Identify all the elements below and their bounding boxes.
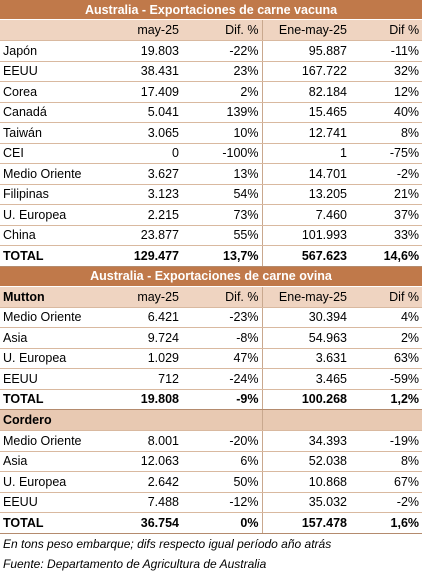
mutton-total-row bbox=[0, 389, 422, 410]
table-row bbox=[0, 328, 422, 349]
ytd-change: -19% bbox=[350, 431, 422, 452]
ytd-change: 2% bbox=[350, 328, 422, 349]
month-value: 3.065 bbox=[112, 123, 182, 144]
row-label: Medio Oriente bbox=[0, 307, 112, 328]
ovine-table-title-text: Australia - Exportaciones de carne ovina bbox=[0, 267, 422, 287]
month-change: 55% bbox=[182, 225, 262, 246]
column-header: Dif. % bbox=[182, 286, 262, 307]
ytd-value: 30.394 bbox=[262, 307, 350, 328]
beef-table-title bbox=[0, 0, 422, 20]
table-row bbox=[0, 369, 422, 390]
month-change: -12% bbox=[182, 492, 262, 513]
row-label: CEI bbox=[0, 143, 112, 164]
beef-table-title-text: Australia - Exportaciones de carne vacuna bbox=[0, 0, 422, 20]
units-note: En tons peso embarque; difs respecto igual período año atrás bbox=[3, 536, 332, 551]
row-label: U. Europea bbox=[0, 472, 112, 493]
month-value: 3.627 bbox=[112, 164, 182, 185]
beef-exports-table bbox=[0, 0, 422, 267]
month-value: 23.877 bbox=[112, 225, 182, 246]
month-value: 129.477 bbox=[112, 246, 182, 267]
row-label: Asia bbox=[0, 451, 112, 472]
ytd-change: 12% bbox=[350, 82, 422, 103]
table-row bbox=[0, 82, 422, 103]
lamb-header-row bbox=[0, 410, 422, 431]
column-header bbox=[262, 410, 350, 431]
table-row bbox=[0, 348, 422, 369]
table-row bbox=[0, 431, 422, 452]
month-change: -22% bbox=[182, 41, 262, 62]
ytd-value: 157.478 bbox=[262, 513, 350, 534]
month-change: 54% bbox=[182, 184, 262, 205]
month-change: 139% bbox=[182, 102, 262, 123]
row-label: Corea bbox=[0, 82, 112, 103]
ytd-value: 15.465 bbox=[262, 102, 350, 123]
month-change: 50% bbox=[182, 472, 262, 493]
row-label: Medio Oriente bbox=[0, 431, 112, 452]
month-value: 8.001 bbox=[112, 431, 182, 452]
month-change: -9% bbox=[182, 389, 262, 410]
row-label: EEUU bbox=[0, 369, 112, 390]
ytd-value: 54.963 bbox=[262, 328, 350, 349]
month-change: 2% bbox=[182, 82, 262, 103]
ytd-change: 67% bbox=[350, 472, 422, 493]
month-change: 73% bbox=[182, 205, 262, 226]
table-row bbox=[0, 472, 422, 493]
row-label: China bbox=[0, 225, 112, 246]
table-row bbox=[0, 307, 422, 328]
month-change: 23% bbox=[182, 61, 262, 82]
mutton-header-row bbox=[0, 286, 422, 307]
ytd-value: 34.393 bbox=[262, 431, 350, 452]
month-value: 2.642 bbox=[112, 472, 182, 493]
row-label: Asia bbox=[0, 328, 112, 349]
ytd-value: 101.993 bbox=[262, 225, 350, 246]
month-change: 13% bbox=[182, 164, 262, 185]
month-value: 19.808 bbox=[112, 389, 182, 410]
month-change: 6% bbox=[182, 451, 262, 472]
table-row bbox=[0, 143, 422, 164]
ytd-value: 12.741 bbox=[262, 123, 350, 144]
column-header: Dif % bbox=[350, 286, 422, 307]
table-row bbox=[0, 102, 422, 123]
column-header: Ene-may-25 bbox=[262, 20, 350, 41]
ytd-change: -59% bbox=[350, 369, 422, 390]
table-row bbox=[0, 41, 422, 62]
ytd-value: 3.465 bbox=[262, 369, 350, 390]
ytd-change: 21% bbox=[350, 184, 422, 205]
ytd-value: 95.887 bbox=[262, 41, 350, 62]
table-row bbox=[0, 184, 422, 205]
month-value: 12.063 bbox=[112, 451, 182, 472]
month-change: 10% bbox=[182, 123, 262, 144]
row-label: Canadá bbox=[0, 102, 112, 123]
month-change: -24% bbox=[182, 369, 262, 390]
ytd-value: 100.268 bbox=[262, 389, 350, 410]
month-change: 47% bbox=[182, 348, 262, 369]
row-label: TOTAL bbox=[0, 513, 112, 534]
row-label: Filipinas bbox=[0, 184, 112, 205]
row-label: TOTAL bbox=[0, 389, 112, 410]
month-value: 3.123 bbox=[112, 184, 182, 205]
column-header: Dif % bbox=[350, 20, 422, 41]
ytd-value: 7.460 bbox=[262, 205, 350, 226]
month-value: 19.803 bbox=[112, 41, 182, 62]
ytd-change: 37% bbox=[350, 205, 422, 226]
ytd-value: 3.631 bbox=[262, 348, 350, 369]
table-row bbox=[0, 123, 422, 144]
month-change: -100% bbox=[182, 143, 262, 164]
column-header bbox=[112, 410, 182, 431]
beef-total-row bbox=[0, 246, 422, 267]
ytd-change: -11% bbox=[350, 41, 422, 62]
ytd-value: 82.184 bbox=[262, 82, 350, 103]
table-row bbox=[0, 225, 422, 246]
month-change: -20% bbox=[182, 431, 262, 452]
ytd-change: -2% bbox=[350, 492, 422, 513]
ytd-value: 52.038 bbox=[262, 451, 350, 472]
ytd-change: 8% bbox=[350, 451, 422, 472]
ovine-table-title bbox=[0, 267, 422, 287]
month-value: 0 bbox=[112, 143, 182, 164]
month-value: 6.421 bbox=[112, 307, 182, 328]
month-value: 9.724 bbox=[112, 328, 182, 349]
month-value: 38.431 bbox=[112, 61, 182, 82]
month-value: 36.754 bbox=[112, 513, 182, 534]
month-value: 1.029 bbox=[112, 348, 182, 369]
column-header bbox=[182, 410, 262, 431]
table-notes bbox=[0, 534, 422, 574]
month-value: 17.409 bbox=[112, 82, 182, 103]
column-header: Mutton bbox=[0, 286, 112, 307]
ytd-change: -2% bbox=[350, 164, 422, 185]
month-change: -23% bbox=[182, 307, 262, 328]
row-label: U. Europea bbox=[0, 205, 112, 226]
ytd-change: 1,2% bbox=[350, 389, 422, 410]
ytd-change: 1,6% bbox=[350, 513, 422, 534]
row-label: EEUU bbox=[0, 492, 112, 513]
row-label: Taiwán bbox=[0, 123, 112, 144]
month-value: 2.215 bbox=[112, 205, 182, 226]
table-row bbox=[0, 164, 422, 185]
ytd-value: 167.722 bbox=[262, 61, 350, 82]
row-label: U. Europea bbox=[0, 348, 112, 369]
ytd-change: 33% bbox=[350, 225, 422, 246]
column-header: may-25 bbox=[112, 286, 182, 307]
ytd-change: 14,6% bbox=[350, 246, 422, 267]
ytd-change: 32% bbox=[350, 61, 422, 82]
row-label: Japón bbox=[0, 41, 112, 62]
month-change: 13,7% bbox=[182, 246, 262, 267]
ytd-change: -75% bbox=[350, 143, 422, 164]
beef-header-row bbox=[0, 20, 422, 41]
month-value: 5.041 bbox=[112, 102, 182, 123]
month-change: -8% bbox=[182, 328, 262, 349]
column-header: Cordero bbox=[0, 410, 112, 431]
month-change: 0% bbox=[182, 513, 262, 534]
month-value: 7.488 bbox=[112, 492, 182, 513]
row-label: TOTAL bbox=[0, 246, 112, 267]
ytd-change: 40% bbox=[350, 102, 422, 123]
column-header: may-25 bbox=[112, 20, 182, 41]
table-row bbox=[0, 61, 422, 82]
column-header bbox=[0, 20, 112, 41]
row-label: Medio Oriente bbox=[0, 164, 112, 185]
ytd-value: 13.205 bbox=[262, 184, 350, 205]
ytd-value: 14.701 bbox=[262, 164, 350, 185]
lamb-total-row bbox=[0, 513, 422, 534]
ytd-change: 63% bbox=[350, 348, 422, 369]
month-value: 712 bbox=[112, 369, 182, 390]
ovine-exports-table bbox=[0, 267, 422, 534]
ytd-change: 8% bbox=[350, 123, 422, 144]
table-row bbox=[0, 492, 422, 513]
row-label: EEUU bbox=[0, 61, 112, 82]
source-note: Fuente: Departamento de Agricultura de Australia bbox=[3, 556, 267, 571]
table-row bbox=[0, 205, 422, 226]
ytd-value: 567.623 bbox=[262, 246, 350, 267]
table-row bbox=[0, 451, 422, 472]
column-header bbox=[350, 410, 422, 431]
ytd-change: 4% bbox=[350, 307, 422, 328]
ytd-value: 35.032 bbox=[262, 492, 350, 513]
column-header: Ene-may-25 bbox=[262, 286, 350, 307]
ytd-value: 1 bbox=[262, 143, 350, 164]
ytd-value: 10.868 bbox=[262, 472, 350, 493]
column-header: Dif. % bbox=[182, 20, 262, 41]
